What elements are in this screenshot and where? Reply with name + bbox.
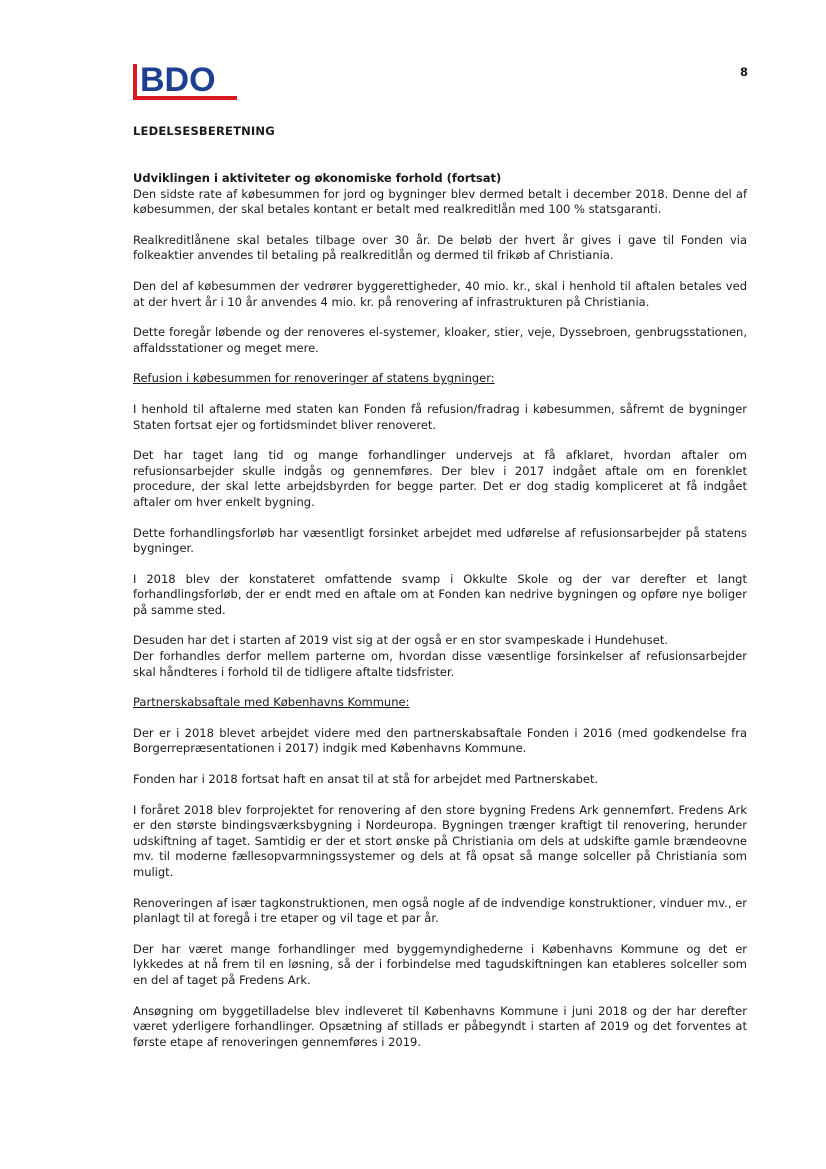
paragraph: Renoveringen af især tagkonstruktionen, men også nogle af de indvendige konstruktioner, vinduer mv., er planlagt til at foregå i tre etaper og vil tage et par år. xyxy=(133,895,747,926)
paragraph: Der er i 2018 blevet arbejdet videre med den partnerskabsaftale Fonden i 2016 (med godkendelse fra Borgerrepræsentationen i 2017) indgik med Københavns Kommune. xyxy=(133,725,747,756)
paragraph: Dette forhandlingsforløb har væsentligt forsinket arbejdet med udførelse af refusionsarbejder på statens bygninger. xyxy=(133,525,747,556)
subheading-refusion: Refusion i købesummen for renoveringer af statens bygninger: xyxy=(133,371,495,386)
paragraph: Realkreditlånene skal betales tilbage over 30 år. De beløb der hvert år gives i gave til Fonden via folkeaktier anvendes til betaling på realkreditlån og dermed til frikøb af Christiania. xyxy=(133,232,747,263)
paragraph: Der forhandles derfor mellem parterne om, hvordan disse væsentlige forsinkelser af refusionsarbejder skal håndteres i forhold til de tidligere aftalte tidsfrister. xyxy=(133,649,747,679)
paragraph: I henhold til aftalerne med staten kan Fonden få refusion/fradrag i købesummen, såfremt de bygninger Staten fortsat ejer og fortidsmindet bliver renoveret. xyxy=(133,401,747,432)
page-number: 8 xyxy=(740,65,749,79)
paragraph: Ansøgning om byggetilladelse blev indleveret til Københavns Kommune i juni 2018 og der har derefter været yderligere forhandlinger. Opsætning af stillads er påbegyndt i starten af 2019 og det forventes at første etape af renoveringen gennemføres i 2019. xyxy=(133,1003,747,1049)
section-title: LEDELSESBERETNING xyxy=(133,124,275,138)
paragraph: Det har taget lang tid og mange forhandlinger undervejs at få afklaret, hvordan aftaler om refusionsarbejder skulle indgås og gennemføres. Der blev i 2017 indgået aftale om en forenklet procedure, der skal lette arbejdsbyrden for begge parter. Det er dog stadig kompliceret at få indgået aftaler om hver enkelt bygning. xyxy=(133,448,747,509)
paragraph: Dette foregår løbende og der renoveres el-systemer, kloaker, stier, veje, Dyssebroen, genbrugsstationen, affaldsstationer og meget mere. xyxy=(133,325,747,355)
bdo-logo-text: BDO xyxy=(140,61,216,99)
paragraph: Der har været mange forhandlinger med byggemyndighederne i Københavns Kommune og det er lykkedes at nå frem til en løsning, så der i forbindelse med tagudskiftningen kan etableres solceller som en del af taget på Fredens Ark. xyxy=(133,941,747,987)
subheading-partnerskab: Partnerskabsaftale med Københavns Kommune: xyxy=(133,695,410,710)
report-body xyxy=(133,171,747,1065)
paragraph: Den sidste rate af købesummen for jord og bygninger blev dermed betalt i december 2018. Denne del af købesummen, der skal betales kontant er betalt med realkreditlån med 100 % statsgaranti. xyxy=(133,186,747,217)
bdo-logo xyxy=(133,60,241,102)
paragraph: Den del af købesummen der vedrører byggerettigheder, 40 mio. kr., skal i henhold til aftalen betales ved at der hvert år i 10 år anvendes 4 mio. kr. på renovering af infrastrukturen på Christiania. xyxy=(133,278,747,309)
paragraph: Desuden har det i starten af 2019 vist sig at der også er en stor svampeskade i Hundehuset. xyxy=(133,633,669,648)
paragraph: I 2018 blev der konstateret omfattende svamp i Okkulte Skole og der var derefter et langt forhandlingsforløb, der er endt med en aftale om at Fonden kan nedrive bygningen og opføre nye boliger på samme sted. xyxy=(133,571,747,617)
paragraph: I foråret 2018 blev forprojektet for renovering af den store bygning Fredens Ark gennemført. Fredens Ark er den største bindingsværksbygning i Nordeuropa. Bygningen trænger kraftigt til renovering, herunder udskiftning af taget. Samtidig er der et stort ønske på Christiania om dels at udskifte gamle brændeovne mv. til moderne fællesopvarmningssystemer og dels at få opsat så mange solceller på Christiania som muligt. xyxy=(133,802,747,879)
paragraph: Fonden har i 2018 fortsat haft en ansat til at stå for arbejdet med Partnerskabet. xyxy=(133,772,599,787)
section-heading: Udviklingen i aktiviteter og økonomiske forhold (fortsat) xyxy=(133,171,502,185)
